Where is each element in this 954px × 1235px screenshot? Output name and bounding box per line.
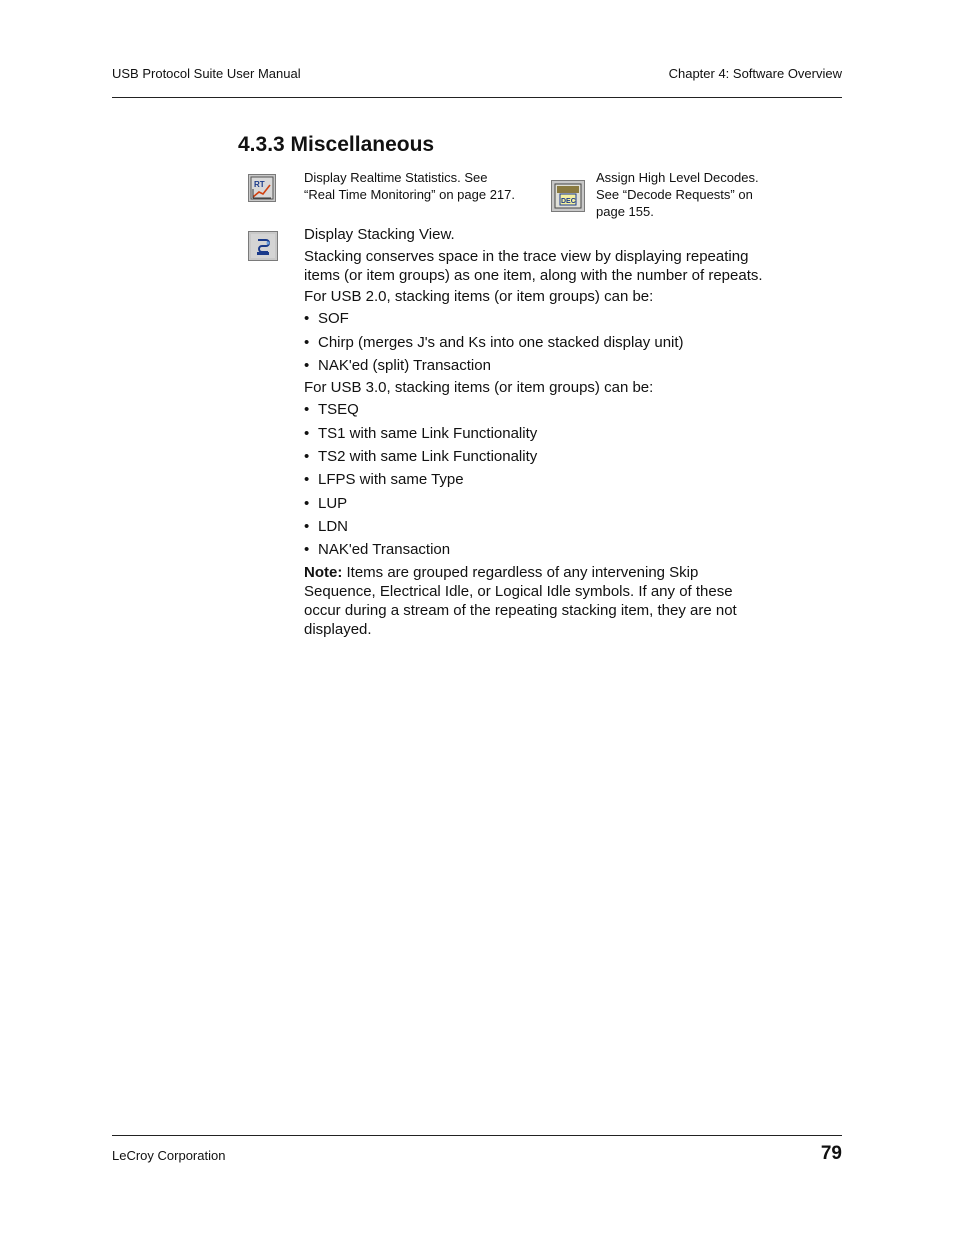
list-item: • NAK'ed Transaction xyxy=(304,540,794,559)
svg-text:RT: RT xyxy=(254,180,265,189)
usb2-list xyxy=(304,309,794,375)
list-item: • LUP xyxy=(304,494,794,513)
header-manual-title: USB Protocol Suite User Manual xyxy=(112,66,301,81)
list-item: • TS2 with same Link Functionality xyxy=(304,447,794,466)
usb2-intro: For USB 2.0, stacking items (or item groups) can be: xyxy=(304,288,654,305)
stacking-description: Stacking conserves space in the trace view by displaying repeating items (or item groups) as one item, along with the number of repeats. xyxy=(304,248,763,284)
realtime-statistics-icon xyxy=(248,174,276,202)
list-item: • Chirp (merges J's and Ks into one stacked display unit) xyxy=(304,333,794,352)
stacking-view-label: Display Stacking View. xyxy=(304,226,455,243)
footer-company: LeCroy Corporation xyxy=(112,1148,226,1163)
list-item: • LFPS with same Type xyxy=(304,470,794,489)
list-item: • TSEQ xyxy=(304,400,794,419)
decode-requests-icon xyxy=(551,180,585,212)
svg-text:DEC: DEC xyxy=(561,198,576,205)
header-chapter-title: Chapter 4: Software Overview xyxy=(668,66,842,81)
list-item: • NAK'ed (split) Transaction xyxy=(304,356,794,375)
footer-divider xyxy=(112,1135,842,1136)
realtime-statistics-description: Display Realtime Statistics. See “Real Time Monitoring” on page 217. xyxy=(304,170,516,202)
page-number: 79 xyxy=(820,1143,842,1164)
section-title: 4.3.3 Miscellaneous xyxy=(238,133,435,156)
usb3-list xyxy=(304,400,794,559)
note-label: Note: xyxy=(304,564,343,581)
stacking-view-icon xyxy=(248,231,278,261)
usb3-intro: For USB 3.0, stacking items (or item groups) can be: xyxy=(304,379,654,396)
list-item: • LDN xyxy=(304,517,794,536)
header-divider xyxy=(112,97,842,98)
note-paragraph: Note: Items are grouped regardless of any intervening Skip Sequence, Electrical Idle, or Logical Idle symbols. If any of these occur during a stream of the repeating stacking item, they are not displayed. xyxy=(304,564,737,638)
list-item: • SOF xyxy=(304,309,794,328)
decode-requests-description: Assign High Level Decodes. See “Decode Requests” on page 155. xyxy=(596,170,759,219)
stacking-section xyxy=(304,225,794,639)
list-item: • TS1 with same Link Functionality xyxy=(304,424,794,443)
